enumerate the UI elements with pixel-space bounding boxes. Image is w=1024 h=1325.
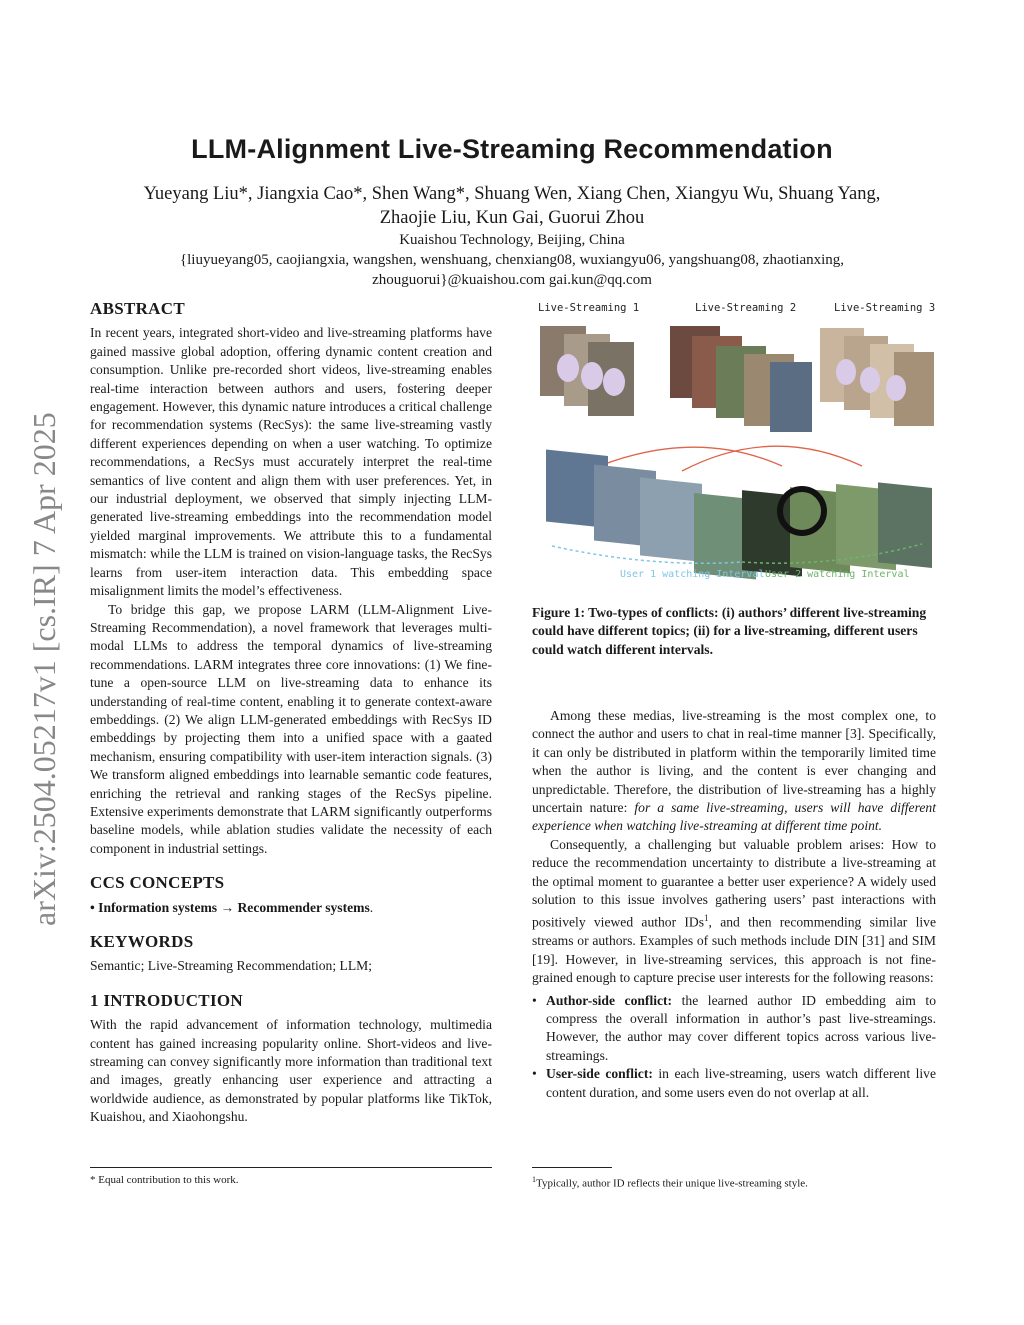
stream-1-frames <box>540 326 634 416</box>
footnote-rule-right <box>532 1167 612 1168</box>
left-column <box>90 300 492 1127</box>
author-conflict-label: Author-side conflict: <box>546 992 673 1008</box>
figure-1-caption: Figure 1: Two-types of conflicts: (i) authors’ different live-streaming could have different topics; (ii) for a live-streaming, different users could watch different intervals. <box>532 605 927 657</box>
user-conflict-text: in each live-streaming, users watch different live content duration, and some users even do not overlap at all. <box>546 1066 936 1100</box>
paper-title: LLM-Alignment Live-Streaming Recommendation <box>191 134 833 164</box>
author-list <box>60 182 964 230</box>
intro-paragraph-1: With the rapid advancement of information technology, multimedia content has gained increasing popularity online. Short-videos and live-streaming can convey significantly more information than traditional text and images, greatly enhancing user experience and attracting a worldwide audience, as demonstrated by popular platforms like TikTok, Kuaishou, and Xiaohongshu. <box>90 1017 492 1125</box>
stream-2-frames <box>670 326 812 432</box>
list-item-author-conflict <box>532 992 936 1066</box>
figure-1 <box>532 296 936 596</box>
ccs-suffix: . <box>369 899 374 915</box>
arxiv-identifier <box>28 368 64 928</box>
authors-line-1: Yueyang Liu*, Jiangxia Cao*, Shen Wang*, Shuang Wen, Xiang Chen, Xiangyu Wu, Shuang Yang, <box>143 184 881 204</box>
figure-label-1: Live-Streaming 1 <box>538 302 640 314</box>
footnote-left: * Equal contribution to this work. <box>90 1174 239 1186</box>
right-paragraph-1-text: Among these medias, live-streaming is the most complex one, to connect the author and users to chat in real-time manner [3]. Specifically, it can only be distributed in platform within the temporarily limited time when the author is living, and the content is ever changing and unpredictable. Therefore, the distribution of live-streaming has a highly uncertain nature: <box>532 708 936 816</box>
keywords-heading: KEYWORDS <box>90 932 194 951</box>
ccs-heading: CCS CONCEPTS <box>90 873 225 893</box>
ccs-text: • Information systems → Recommender systems <box>90 899 370 915</box>
footnote-right-marker: 1 <box>532 1175 536 1184</box>
right-paragraph-1 <box>532 707 936 836</box>
figure-label-3: Live-Streaming 3 <box>834 302 936 314</box>
figure-label-2: Live-Streaming 2 <box>695 302 797 314</box>
right-paragraph-2-text-b: , and then recommending similar live streams or authors. Examples of such methods include DIN [31] and SIM [19]. However, in live-streaming services, this approach is not fine-grained enough to capture precise user interests for the following reasons: <box>532 915 936 986</box>
conflict-list <box>532 992 936 1102</box>
affiliation-block <box>60 230 964 290</box>
user-conflict-label: User-side conflict: <box>546 1066 653 1082</box>
abstract-paragraph-2: To bridge this gap, we propose LARM (LLM-Alignment Live-Streaming Recommendation), a novel framework that leverages multi-modal LLMs to address the temporal dynamics of live-streaming recommendations. LARM integrates three core innovations: (1) We fine-tune a open-source LLM on live-streaming data to enhance its understanding of real-time content, enabling it to generate context-aware embeddings. (2) We align LLM-generated embeddings with RecSys ID embeddings by projecting them into a unified space with a gaated mechanism, ensuring compatibility with user-item interaction signals. (3) We transform aligned embeddings into learnable semantic code features, enriching the retrieval and ranking stages of the RecSys pipeline. Extensive experiments demonstrate that LARM significantly outperforms baseline models, while ablation studies validate the necessity of each component in industrial settings. <box>90 601 492 856</box>
keywords-text: Semantic; Live-Streaming Recommendation; LLM; <box>90 958 373 974</box>
intro-heading: 1 INTRODUCTION <box>90 990 243 1010</box>
list-item-user-conflict <box>532 1065 936 1102</box>
author-conflict-text: the learned author ID embedding aim to compress the overall information in author’s past live-streamings. However, the author may cover different topics across various live-streamings. <box>546 992 936 1063</box>
authors-line-2: Zhaojie Liu, Kun Gai, Guorui Zhou <box>379 208 645 228</box>
footnote-right <box>532 1173 936 1191</box>
user-2-interval-label: User 2 watching Interval <box>765 569 910 580</box>
affiliation: Kuaishou Technology, Beijing, China <box>399 232 625 248</box>
abstract-heading: ABSTRACT <box>90 299 185 318</box>
footnote-right-text: Typically, author ID reflects their unique live-streaming style. <box>536 1177 808 1190</box>
right-column <box>532 707 936 1102</box>
user-1-interval-label: User 1 watching Interval <box>620 569 765 580</box>
stream-3-frames <box>820 328 934 426</box>
ccs-concepts <box>90 899 492 917</box>
right-paragraph-1-emphasis: for a same live-streaming, users will have different experience when watching live-streaming at different time point. <box>532 800 936 834</box>
right-paragraph-2-text-a: Consequently, a challenging but valuable problem arises: How to reduce the recommendation uncertainty to distribute a live-streaming at the optimal moment to guarantee a better user experience? A widely used solution to this issue involves gathering users’ past interactions with positively viewed author IDs <box>532 836 936 930</box>
right-paragraph-2 <box>532 836 936 988</box>
arxiv-id-text: arXiv:2504.05217v1 [cs.IR] 7 Apr 2025 <box>28 412 62 926</box>
emails-line-2: zhouguorui}@kuaishou.com gai.kun@qq.com <box>372 272 652 288</box>
footnote-marker: 1 <box>704 913 709 924</box>
footnote-rule-left <box>90 1167 492 1168</box>
abstract-paragraph-1: In recent years, integrated short-video and live-streaming platforms have gained massive global adoption, offering dynamic content creation and consumption. Unlike pre-recorded short videos, live-streaming enables real-time interaction between authors and users, fostering deeper engagement. However, this dynamic nature introduces a critical challenge for recommendation systems (RecSys): the same live-streaming vastly different experiences depending on when a user watching. To optimize recommendations, a RecSys must accurately interpret the real-time semantics of live content and align them with user preferences. Yet, in our industrial deployment, we observed that simply injecting LLM-generated live-streaming embeddings into the recommendation model yielded marginal improvements. We attribute this to a fundamental mismatch: while the LLM is trained on vision-language tasks, the RecSys learns from user-item interaction data. This embedding space misalignment limits the model’s effectiveness. <box>90 325 492 599</box>
game-frames-row <box>546 449 932 579</box>
emails-line-1: {liuyueyang05, caojiangxia, wangshen, wenshuang, chenxiang08, wuxiangyu06, yangshuang08, zhaotianxing, <box>179 252 845 268</box>
conflict-arc-2 <box>682 446 862 471</box>
